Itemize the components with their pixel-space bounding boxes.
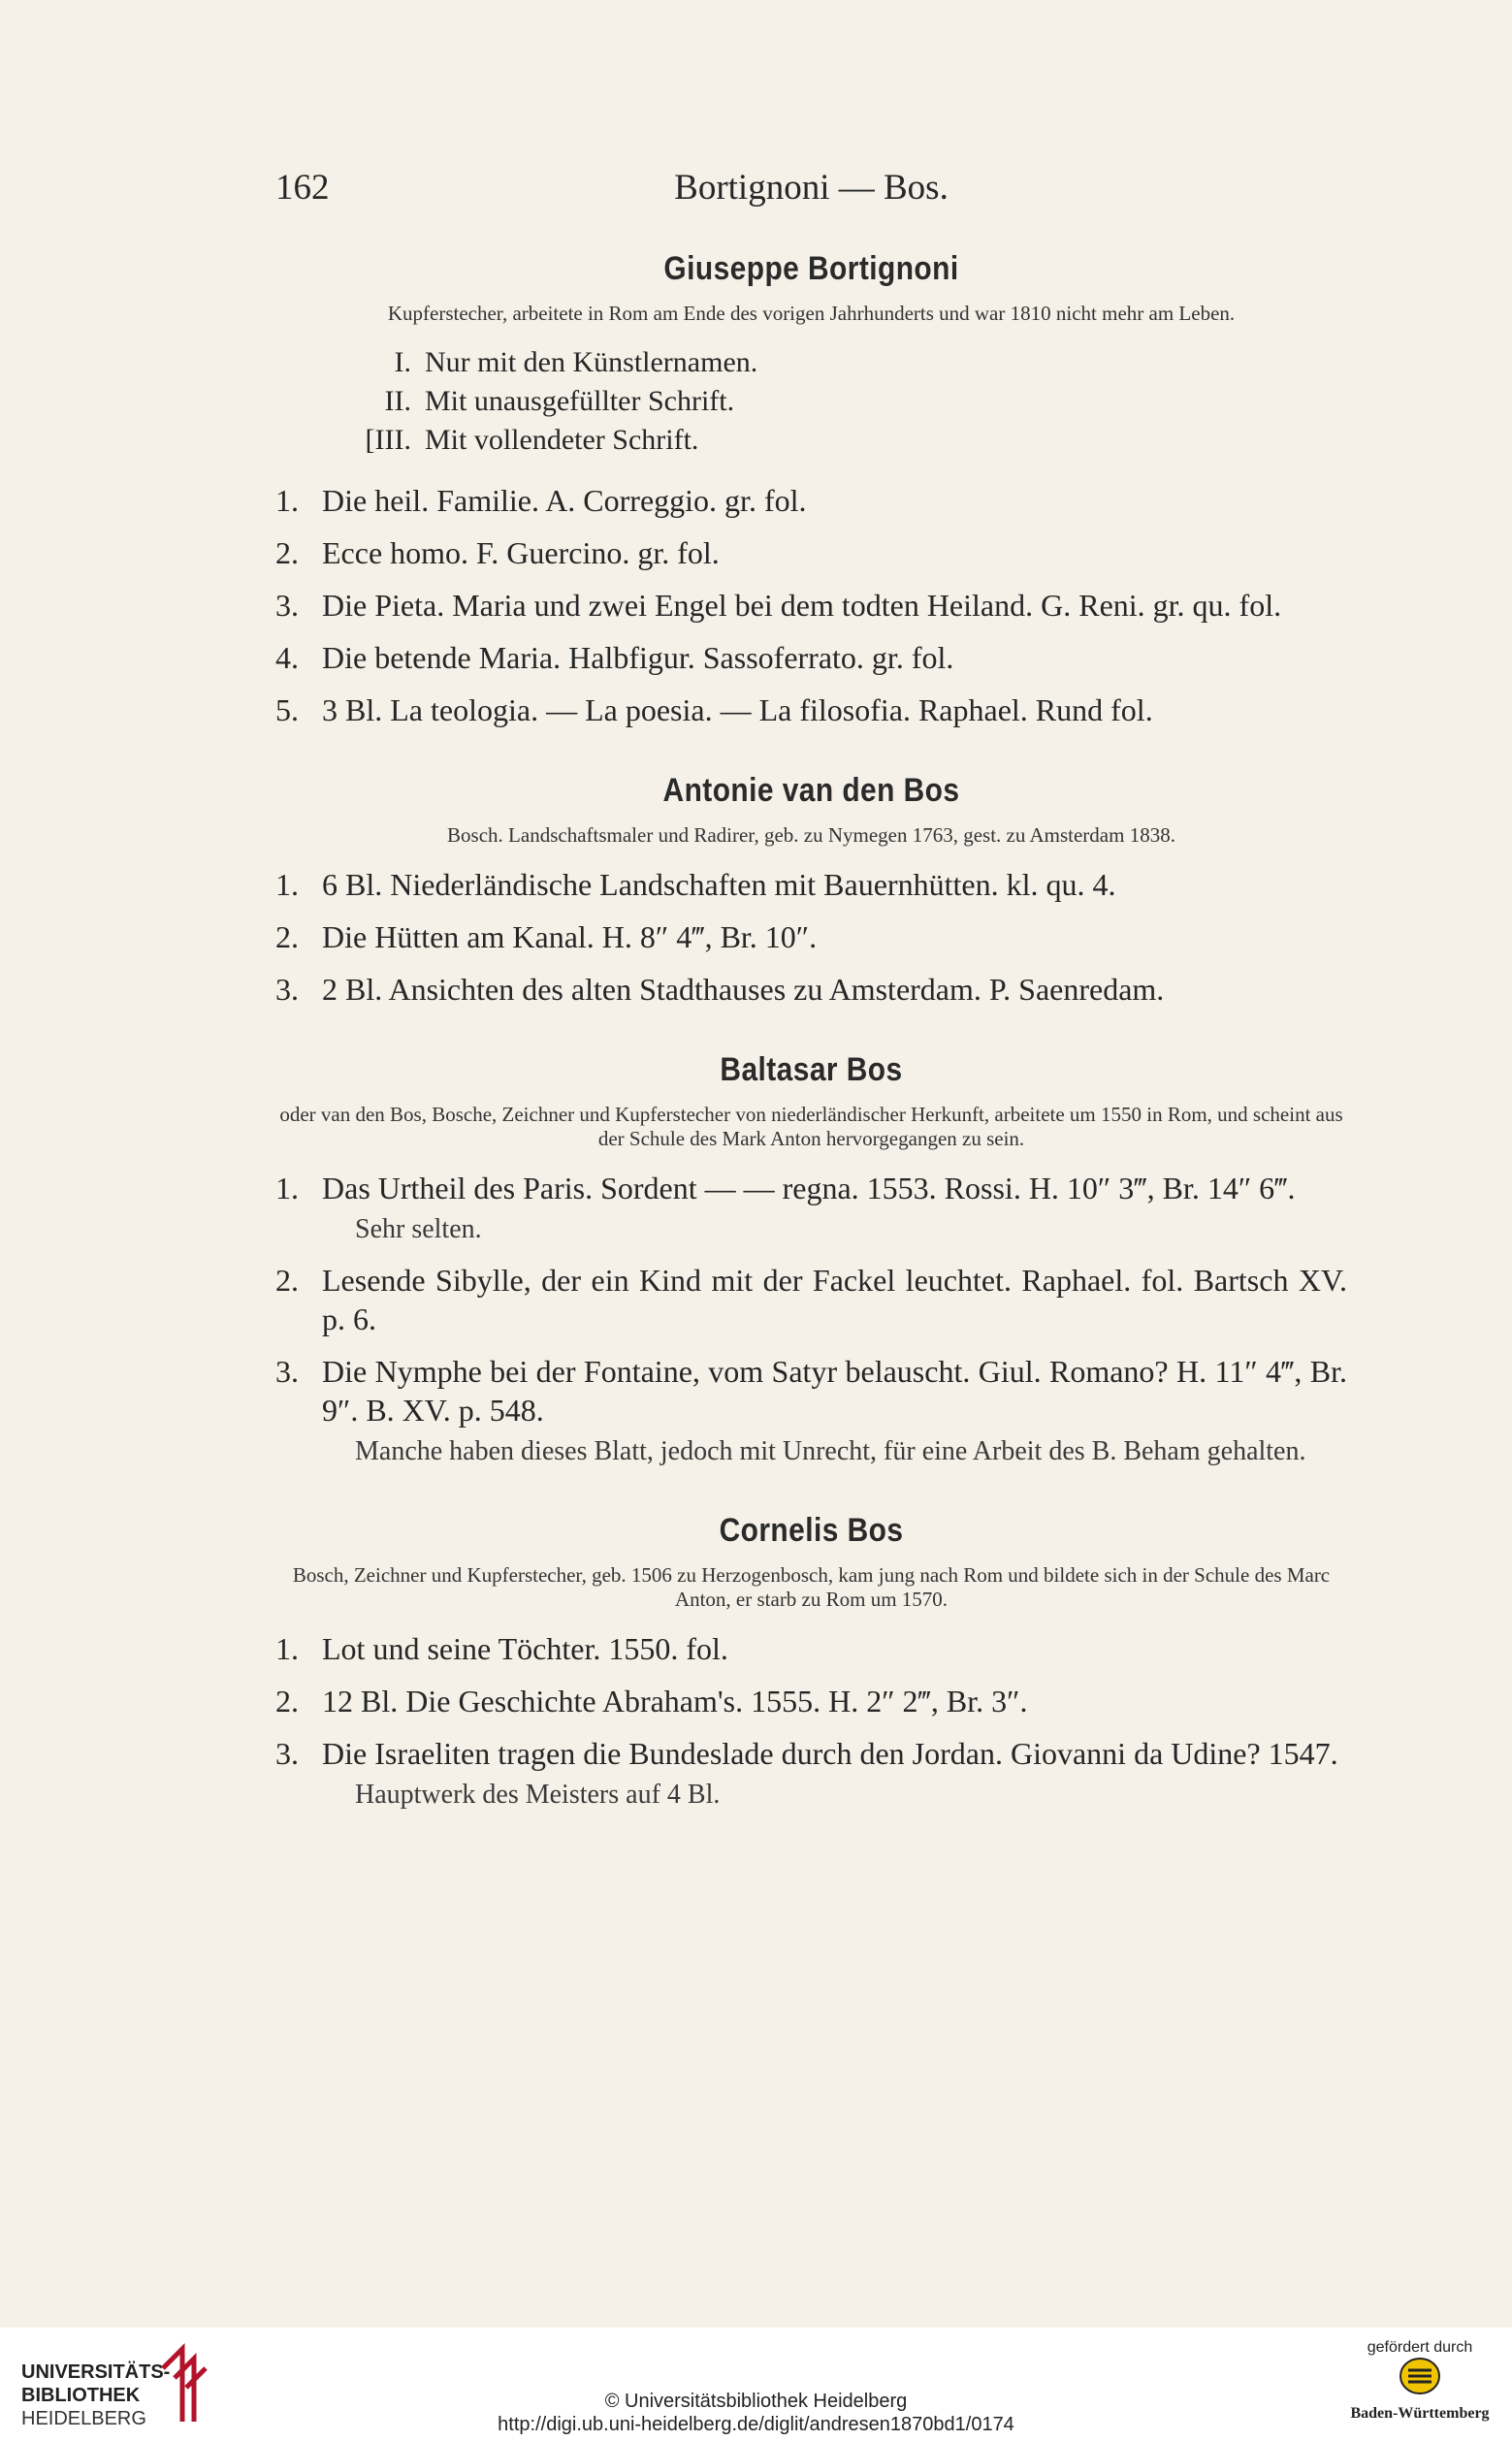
copyright-block: [0, 2390, 1512, 2436]
work-text: Lot und seine Töchter. 1550. fol.: [322, 1631, 728, 1666]
work-text: 2 Bl. Ansichten des alten Stadthauses zu Amsterdam. P. Saenredam.: [322, 972, 1165, 1007]
funder-block: [1347, 2339, 1493, 2423]
work-number: 3.: [275, 588, 299, 623]
running-title: Bortignoni — Bos.: [674, 168, 949, 208]
artist-section-cornelis-bos: [275, 1512, 1347, 1813]
work-number: 3.: [275, 1354, 299, 1389]
artist-name: Baltasar Bos: [720, 1051, 903, 1088]
work-entry: [275, 691, 1347, 729]
work-number: 2.: [275, 919, 299, 954]
work-text: Die betende Maria. Halbfigur. Sassoferrato. gr. fol.: [322, 640, 954, 675]
state-number: II.: [384, 385, 411, 417]
state-text: Mit vollendeter Schrift.: [425, 424, 699, 456]
work-number: 1.: [275, 867, 299, 902]
work-number: 4.: [275, 640, 299, 675]
work-number: 5.: [275, 692, 299, 727]
work-number: 3.: [275, 972, 299, 1007]
artist-name: Cornelis Bos: [719, 1512, 904, 1549]
work-note: Sehr selten.: [355, 1214, 482, 1244]
work-number: 3.: [275, 1736, 299, 1771]
state-number: I.: [394, 346, 411, 378]
state-item: [275, 382, 1347, 421]
work-note: Hauptwerk des Meisters auf 4 Bl.: [355, 1780, 721, 1810]
work-number: 2.: [275, 1263, 299, 1298]
work-entry: [275, 865, 1347, 904]
page-content: [275, 250, 1347, 1855]
work-entry: [275, 1682, 1347, 1720]
works-list: [275, 865, 1347, 1009]
work-text: Die Nymphe bei der Fontaine, vom Satyr belauscht. Giul. Romano? H. 11″ 4‴, Br. 9″. B. XV. p. 548.: [322, 1354, 1347, 1428]
work-number: 2.: [275, 1684, 299, 1718]
state-text: Mit unausgefüllter Schrift.: [425, 385, 735, 417]
work-entry: [275, 1169, 1347, 1247]
artist-bio: Bosch, Zeichner und Kupferstecher, geb. 1506 zu Herzogenbosch, kam jung nach Rom und bildete sich in der Schule des Marc Anton, er starb zu Rom um 1570.: [292, 1563, 1331, 1611]
work-number: 1.: [275, 1171, 299, 1205]
works-list: [275, 481, 1347, 729]
work-text: 12 Bl. Die Geschichte Abraham's. 1555. H. 2″ 2‴, Br. 3″.: [322, 1684, 1028, 1718]
work-note: Manche haben dieses Blatt, jedoch mit Unrecht, für eine Arbeit des B. Beham gehalten.: [355, 1436, 1306, 1466]
work-entry: [275, 970, 1347, 1009]
work-entry: [275, 533, 1347, 572]
work-text: 6 Bl. Niederländische Landschaften mit Bauernhütten. kl. qu. 4.: [322, 867, 1116, 902]
work-entry: [275, 917, 1347, 956]
states-list: [275, 343, 1347, 460]
artist-name: Antonie van den Bos: [662, 772, 960, 809]
artist-section-baltasar-bos: [275, 1051, 1347, 1469]
work-entry: [275, 586, 1347, 625]
artist-bio: oder van den Bos, Bosche, Zeichner und Kupferstecher von niederländischer Herkunft, arbeitete um 1550 in Rom, und scheint aus der Schule des Mark Anton hervorgegangen zu sein.: [279, 1103, 1343, 1150]
artist-bio: Bosch. Landschaftsmaler und Radirer, geb. zu Nymegen 1763, gest. zu Amsterdam 1838.: [447, 823, 1175, 847]
funded-by-label: gefördert durch: [1367, 2339, 1473, 2356]
library-name-line3: HEIDELBERG: [21, 2408, 146, 2429]
work-text: Die Pieta. Maria und zwei Engel bei dem todten Heiland. G. Reni. gr. qu. fol.: [322, 588, 1282, 623]
artist-section-bortignoni: [275, 250, 1347, 729]
library-name-line2: BIBLIOTHEK: [21, 2385, 141, 2406]
artist-section-antonie-van-den-bos: [275, 772, 1347, 1009]
work-entry: [275, 1734, 1347, 1813]
works-list: [275, 1629, 1347, 1813]
work-entry: [275, 1261, 1347, 1338]
work-text: Lesende Sibylle, der ein Kind mit der Fackel leuchtet. Raphael. fol. Bartsch XV. p. 6.: [322, 1263, 1347, 1336]
work-text: Ecce homo. F. Guercino. gr. fol.: [322, 535, 720, 570]
state-text: Nur mit den Künstlernamen.: [425, 346, 758, 378]
work-number: 1.: [275, 483, 299, 518]
copyright-text: © Universitätsbibliothek Heidelberg: [604, 2391, 908, 2412]
artist-bio: Kupferstecher, arbeitete in Rom am Ende des vorigen Jahrhunderts und war 1810 nicht mehr am Leben.: [387, 302, 1236, 325]
state-crest-icon: [1399, 2357, 1441, 2395]
work-entry: [275, 481, 1347, 520]
work-entry: [275, 638, 1347, 677]
work-entry: [275, 1352, 1347, 1469]
work-entry: [275, 1629, 1347, 1668]
work-text: Die heil. Familie. A. Correggio. gr. fol.: [322, 483, 807, 518]
state-item: [275, 421, 1347, 460]
state-number: [III.: [365, 424, 411, 456]
work-text: Das Urtheil des Paris. Sordent — — regna. 1553. Rossi. H. 10″ 3‴, Br. 14″ 6‴.: [322, 1171, 1296, 1205]
permalink-url[interactable]: http://digi.ub.uni-heidelberg.de/diglit/andresen1870bd1/0174: [498, 2414, 1014, 2435]
works-list: [275, 1169, 1347, 1469]
page-number: 162: [275, 168, 330, 208]
footer-bar: [0, 2328, 1512, 2441]
work-text: 3 Bl. La teologia. — La poesia. — La filosofia. Raphael. Rund fol.: [322, 692, 1153, 727]
work-text: Die Israeliten tragen die Bundeslade durch den Jordan. Giovanni da Udine? 1547.: [322, 1736, 1338, 1771]
funder-name: Baden-Württemberg: [1350, 2405, 1490, 2422]
state-item: [275, 343, 1347, 382]
artist-name: Giuseppe Bortignoni: [663, 250, 959, 287]
work-number: 1.: [275, 1631, 299, 1666]
library-name-line1: UNIVERSITÄTS-: [21, 2361, 171, 2383]
work-text: Die Hütten am Kanal. H. 8″ 4‴, Br. 10″.: [322, 919, 818, 954]
work-number: 2.: [275, 535, 299, 570]
